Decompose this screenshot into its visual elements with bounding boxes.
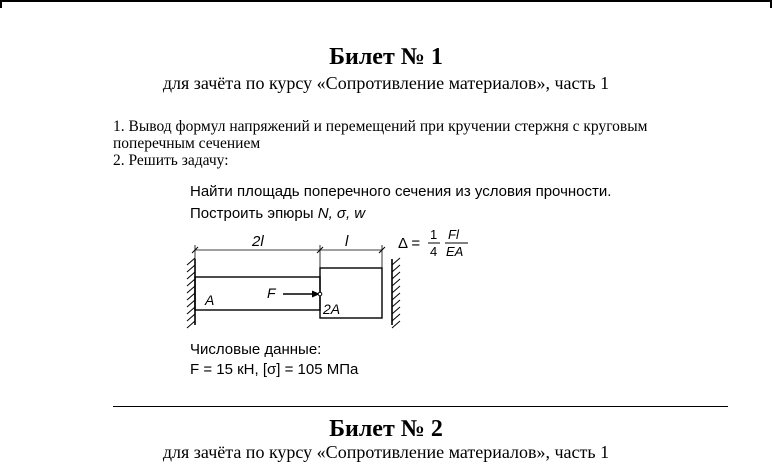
numeric-data-values: F = 15 кН, [σ] = 105 МПа <box>190 361 359 378</box>
question1-line1: 1. Вывод формул напряжений и перемещений при кручении стержня с круговым <box>113 118 648 135</box>
question2: 2. Решить задачу: <box>113 152 229 169</box>
question1-line2: поперечным сечением <box>113 135 261 152</box>
section-label-2A: 2A <box>323 301 341 317</box>
page-top-border <box>0 0 772 8</box>
displacement-formula <box>398 226 478 262</box>
ticket1-title: Билет № 1 <box>329 44 443 70</box>
ticket1-subtitle: для зачёта по курсу «Сопротивление материалов», часть 1 <box>162 73 610 93</box>
force-application-point <box>318 292 322 296</box>
task-line2-vars: N, σ, w <box>317 205 366 222</box>
dim-label-2l: 2l <box>252 233 264 250</box>
numeric-data-header: Числовые данные: <box>190 341 322 358</box>
formula-num: Fl <box>448 227 459 242</box>
task-line2 <box>190 205 365 222</box>
dim-label-l: l <box>345 233 349 250</box>
right-wall-hatching <box>392 258 400 328</box>
formula-lhs: Δ = <box>398 235 421 252</box>
force-label: F <box>267 285 276 301</box>
task-line1: Найти площадь поперечного сечения из условия прочности. <box>190 183 612 200</box>
ticket-divider <box>113 406 728 407</box>
formula-coef-den: 4 <box>430 244 438 259</box>
task-line2-prefix: Построить эпюры <box>190 205 318 222</box>
section-label-A: A <box>205 292 215 308</box>
formula-coef-num: 1 <box>430 227 438 242</box>
formula-den: EA <box>446 244 464 259</box>
ticket2-subtitle: для зачёта по курсу «Сопротивление материалов», часть 1 <box>162 442 610 462</box>
left-wall-hatching <box>187 258 195 328</box>
ticket2-title: Билет № 2 <box>329 416 443 442</box>
